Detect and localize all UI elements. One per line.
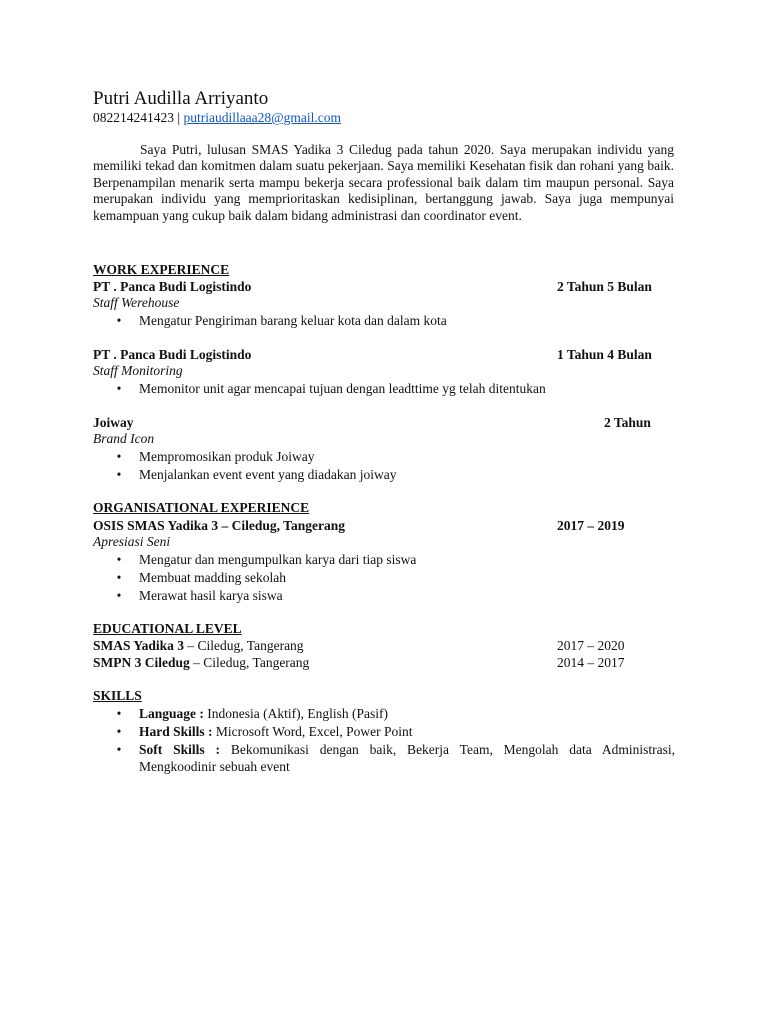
bullet-icon: • bbox=[116, 588, 122, 603]
profile-summary: Saya Putri, lulusan SMAS Yadika 3 Ciledug pada tahun 2020. Saya merupakan individu yang memiliki tekad dan komitmen dalam suatu pekerjaan. Saya memiliki Kesehatan fisik dan rohani yang baik. Berpenampilan menarik serta mampu bekerja secara professional baik dalam tim maupun personal. Saya merupakan individu yang memprioritaskan kedisiplinan, bertanggung jawab. Saya juga mempunyai kemampuan yang cukup baik dalam bidang administrasi dan coordinator event. bbox=[93, 142, 674, 223]
org-experience-heading: ORGANISATIONAL EXPERIENCE bbox=[93, 500, 310, 515]
job-duration: 2 Tahun bbox=[604, 415, 651, 430]
work-experience-heading: WORK EXPERIENCE bbox=[93, 262, 230, 277]
bullet-icon: • bbox=[116, 313, 122, 328]
school-place: Ciledug, Tangerang bbox=[203, 655, 310, 670]
phone-number: 082214241423 bbox=[93, 110, 174, 125]
education-entry bbox=[93, 637, 304, 654]
org-name: OSIS SMAS Yadika 3 – Ciledug, Tangerang bbox=[93, 518, 345, 533]
list-item-text: Merawat hasil karya siswa bbox=[139, 588, 283, 603]
school-name: SMPN 3 Ciledug bbox=[93, 655, 190, 670]
skills-heading: SKILLS bbox=[93, 688, 142, 703]
list-item-text: Menjalankan event event yang diadakan joiway bbox=[139, 467, 397, 482]
list-item-text: Mengatur dan mengumpulkan karya dari tiap siswa bbox=[139, 552, 417, 567]
job-duration: 1 Tahun 4 Bulan bbox=[557, 347, 652, 362]
bullet-icon: • bbox=[116, 381, 122, 396]
job-company: PT . Panca Budi Logistindo bbox=[93, 279, 252, 294]
school-place: Ciledug, Tangerang bbox=[197, 638, 304, 653]
skill-value: Indonesia (Aktif), English (Pasif) bbox=[207, 706, 388, 721]
job-role: Staff Monitoring bbox=[93, 363, 183, 378]
bullet-icon: • bbox=[116, 570, 122, 585]
bullet-icon: • bbox=[116, 467, 122, 482]
applicant-name: Putri Audilla Arriyanto bbox=[93, 88, 269, 109]
org-years: 2017 – 2019 bbox=[557, 518, 625, 533]
skill-label: Soft Skills : bbox=[139, 742, 220, 757]
job-role: Staff Werehouse bbox=[93, 295, 180, 310]
job-role: Brand Icon bbox=[93, 431, 155, 446]
skill-value: Microsoft Word, Excel, Power Point bbox=[215, 724, 413, 739]
bullet-icon: • bbox=[116, 742, 122, 757]
bullet-icon: • bbox=[116, 552, 122, 567]
job-duration: 2 Tahun 5 Bulan bbox=[557, 279, 652, 294]
skill-label: Hard Skills : bbox=[139, 724, 213, 739]
job-company: Joiway bbox=[93, 415, 134, 430]
list-item-text: Membuat madding sekolah bbox=[139, 570, 286, 585]
bullet-icon: • bbox=[116, 449, 122, 464]
bullet-icon: • bbox=[116, 706, 122, 721]
job-company: PT . Panca Budi Logistindo bbox=[93, 347, 252, 362]
school-years: 2014 – 2017 bbox=[557, 655, 625, 670]
school-years: 2017 – 2020 bbox=[557, 638, 625, 653]
list-item-text: Memonitor unit agar mencapai tujuan dengan leadttime yg telah ditentukan bbox=[139, 381, 546, 396]
education-entry bbox=[93, 654, 309, 671]
school-name: SMAS Yadika 3 bbox=[93, 638, 185, 653]
email-link[interactable]: putriaudillaaa28@gmail.com bbox=[183, 110, 341, 125]
education-heading: EDUCATIONAL LEVEL bbox=[93, 621, 242, 636]
skill-label: Language : bbox=[139, 706, 204, 721]
skill-value: Bekomunikasi dengan baik, Bekerja Team, Mengolah data Administrasi, Mengkoodinir sebuah event bbox=[139, 742, 676, 774]
contact-line bbox=[93, 109, 341, 126]
list-item-text: Mempromosikan produk Joiway bbox=[139, 449, 315, 464]
education-dash: – bbox=[193, 655, 200, 670]
education-dash: – bbox=[187, 638, 195, 653]
bullet-icon: • bbox=[116, 724, 122, 739]
org-role: Apresiasi Seni bbox=[93, 534, 171, 549]
list-item-text: Mengatur Pengiriman barang keluar kota dan dalam kota bbox=[139, 313, 447, 328]
contact-separator: | bbox=[177, 110, 181, 125]
